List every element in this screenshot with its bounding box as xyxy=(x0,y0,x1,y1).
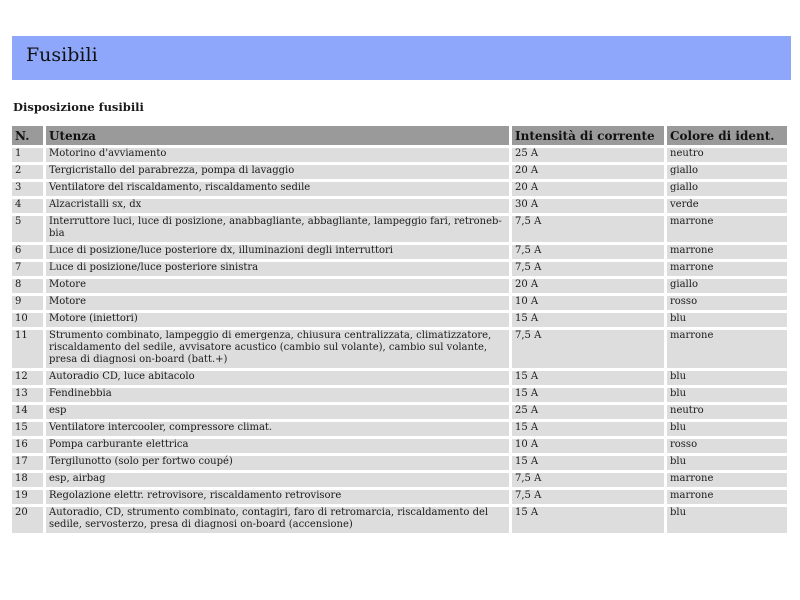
fuse-color-cell: blu xyxy=(667,456,787,470)
fuse-load-cell: esp, airbag xyxy=(46,473,509,487)
fuse-color-cell: marrone xyxy=(667,490,787,504)
fuse-table xyxy=(9,123,790,536)
fuse-current-cell: 7,5 A xyxy=(512,473,664,487)
fuse-current-cell: 25 A xyxy=(512,405,664,419)
fuse-number-cell: 5 xyxy=(12,216,43,242)
fuse-number-cell: 7 xyxy=(12,262,43,276)
fuse-load-cell: Ventilatore intercooler, compressore climat. xyxy=(46,422,509,436)
table-header-row xyxy=(12,126,787,145)
fuse-number-cell: 20 xyxy=(12,507,43,533)
fuse-number-cell: 4 xyxy=(12,199,43,213)
table-row xyxy=(12,371,787,385)
fuse-number-cell: 6 xyxy=(12,245,43,259)
fuse-current-cell: 20 A xyxy=(512,279,664,293)
table-row xyxy=(12,279,787,293)
table-row xyxy=(12,507,787,533)
fuse-load-cell: Ventilatore del riscaldamento, riscaldamento sedile xyxy=(46,182,509,196)
header-color: Colore di ident. xyxy=(667,126,787,145)
table-row xyxy=(12,245,787,259)
fuse-load-cell: Pompa carburante elettrica xyxy=(46,439,509,453)
fuse-current-cell: 20 A xyxy=(512,165,664,179)
fuse-color-cell: giallo xyxy=(667,279,787,293)
header-number: N. xyxy=(12,126,43,145)
fuse-number-cell: 19 xyxy=(12,490,43,504)
fuse-number-cell: 3 xyxy=(12,182,43,196)
table-row xyxy=(12,490,787,504)
table-row xyxy=(12,439,787,453)
fuse-color-cell: giallo xyxy=(667,182,787,196)
fuse-load-cell: Motore (iniettori) xyxy=(46,313,509,327)
header-current: Intensità di corrente xyxy=(512,126,664,145)
fuse-load-cell: Tergilunotto (solo per fortwo coupé) xyxy=(46,456,509,470)
fuse-color-cell: neutro xyxy=(667,148,787,162)
fuse-color-cell: verde xyxy=(667,199,787,213)
fuse-number-cell: 13 xyxy=(12,388,43,402)
fuse-number-cell: 2 xyxy=(12,165,43,179)
table-row xyxy=(12,296,787,310)
fuse-number-cell: 12 xyxy=(12,371,43,385)
table-row xyxy=(12,330,787,368)
fuse-color-cell: blu xyxy=(667,371,787,385)
fuse-load-cell: Interruttore luci, luce di posizione, anabbagliante, abbagliante, lampeggio fari, retronebbia xyxy=(46,216,509,242)
fuse-current-cell: 10 A xyxy=(512,296,664,310)
table-row xyxy=(12,422,787,436)
fuse-color-cell: marrone xyxy=(667,473,787,487)
table-row xyxy=(12,216,787,242)
fuse-load-cell: Strumento combinato, lampeggio di emergenza, chiusura centralizzata, climatizzatore, riscaldamento del sedile, avvisatore acustico (cambio sul volante), cambio sul volante, presa di diagnosi on-board (batt.+) xyxy=(46,330,509,368)
fuse-load-cell: Alzacristalli sx, dx xyxy=(46,199,509,213)
table-row xyxy=(12,199,787,213)
fuse-number-cell: 1 xyxy=(12,148,43,162)
table-row xyxy=(12,262,787,276)
header-load: Utenza xyxy=(46,126,509,145)
fuse-load-cell: esp xyxy=(46,405,509,419)
fuse-current-cell: 10 A xyxy=(512,439,664,453)
title-bar xyxy=(12,36,791,80)
fuse-current-cell: 7,5 A xyxy=(512,330,664,368)
fuse-color-cell: blu xyxy=(667,313,787,327)
fuse-color-cell: rosso xyxy=(667,439,787,453)
fuse-number-cell: 15 xyxy=(12,422,43,436)
fuse-current-cell: 15 A xyxy=(512,388,664,402)
fuse-number-cell: 18 xyxy=(12,473,43,487)
fuse-number-cell: 11 xyxy=(12,330,43,368)
fuse-load-cell: Regolazione elettr. retrovisore, riscaldamento retrovisore xyxy=(46,490,509,504)
fuse-number-cell: 8 xyxy=(12,279,43,293)
fuse-color-cell: rosso xyxy=(667,296,787,310)
fuse-current-cell: 15 A xyxy=(512,456,664,470)
fuse-color-cell: blu xyxy=(667,388,787,402)
fuse-load-cell: Tergicristallo del parabrezza, pompa di lavaggio xyxy=(46,165,509,179)
fuse-color-cell: marrone xyxy=(667,330,787,368)
table-row xyxy=(12,182,787,196)
table-row xyxy=(12,165,787,179)
fuse-current-cell: 7,5 A xyxy=(512,262,664,276)
fuse-load-cell: Autoradio CD, luce abitacolo xyxy=(46,371,509,385)
table-row xyxy=(12,388,787,402)
section-subtitle: Disposizione fusibili xyxy=(13,100,144,114)
table-row xyxy=(12,473,787,487)
fuse-current-cell: 25 A xyxy=(512,148,664,162)
fuse-number-cell: 10 xyxy=(12,313,43,327)
table-row xyxy=(12,456,787,470)
fuse-load-cell: Motorino d'avviamento xyxy=(46,148,509,162)
fuse-color-cell: marrone xyxy=(667,262,787,276)
fuse-load-cell: Luce di posizione/luce posteriore dx, illuminazioni degli interruttori xyxy=(46,245,509,259)
page-title: Fusibili xyxy=(26,44,98,66)
fuse-color-cell: blu xyxy=(667,422,787,436)
fuse-color-cell: blu xyxy=(667,507,787,533)
fuse-current-cell: 15 A xyxy=(512,422,664,436)
fuse-number-cell: 9 xyxy=(12,296,43,310)
fuse-current-cell: 15 A xyxy=(512,507,664,533)
table-row xyxy=(12,148,787,162)
table-row xyxy=(12,313,787,327)
fuse-current-cell: 15 A xyxy=(512,313,664,327)
fuse-load-cell: Motore xyxy=(46,279,509,293)
fuse-current-cell: 7,5 A xyxy=(512,216,664,242)
fuse-load-cell: Luce di posizione/luce posteriore sinistra xyxy=(46,262,509,276)
fuse-color-cell: giallo xyxy=(667,165,787,179)
fuse-number-cell: 17 xyxy=(12,456,43,470)
fuse-load-cell: Fendinebbia xyxy=(46,388,509,402)
fuse-current-cell: 20 A xyxy=(512,182,664,196)
table-body xyxy=(12,148,787,533)
fuse-number-cell: 16 xyxy=(12,439,43,453)
fuse-current-cell: 7,5 A xyxy=(512,490,664,504)
fuse-color-cell: marrone xyxy=(667,216,787,242)
fuse-current-cell: 7,5 A xyxy=(512,245,664,259)
fuse-color-cell: marrone xyxy=(667,245,787,259)
fuse-load-cell: Autoradio, CD, strumento combinato, contagiri, faro di retromarcia, riscaldamento del sedile, servosterzo, presa di diagnosi on-board (accensione) xyxy=(46,507,509,533)
fuse-current-cell: 15 A xyxy=(512,371,664,385)
fuse-color-cell: neutro xyxy=(667,405,787,419)
fuse-number-cell: 14 xyxy=(12,405,43,419)
fuse-current-cell: 30 A xyxy=(512,199,664,213)
fuse-load-cell: Motore xyxy=(46,296,509,310)
table-row xyxy=(12,405,787,419)
